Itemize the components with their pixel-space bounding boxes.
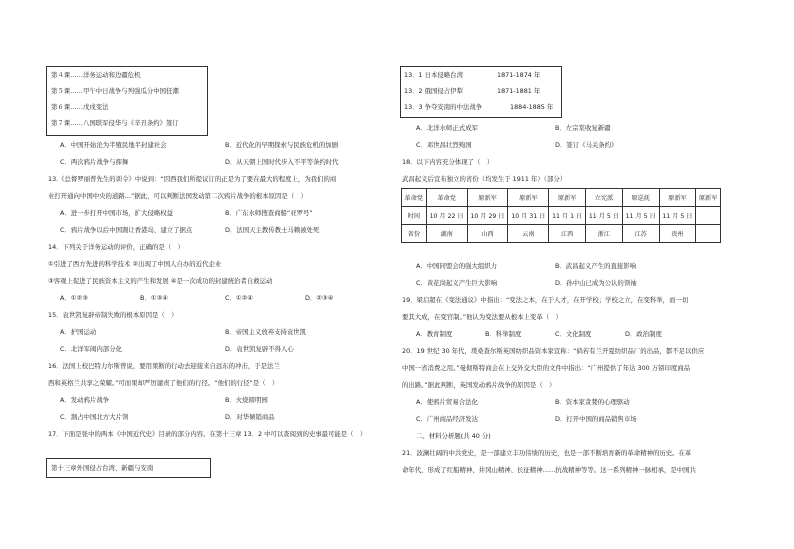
q13-option-d: D．法国天主教传教士马赖被处死	[225, 226, 320, 234]
table-cell: 云南	[508, 225, 549, 243]
q14-option-d: D．②③④	[305, 294, 334, 302]
q17-stem: 17．下面是张中的两本《中国近代史》目录的部分内容。在第十三章 13．2 中可以查阅到的史事最可能是（ ）	[48, 430, 367, 438]
table-row	[402, 225, 721, 243]
q12-option-d: D．从天朝上国时代步入不平等条约时代	[225, 158, 339, 166]
table-cell: 原新军	[659, 189, 696, 207]
table-cell: 原新军	[508, 189, 549, 207]
q17-option-c: C．邓世昌壮烈殉国	[416, 141, 472, 149]
table-cell: 湖南	[426, 225, 467, 243]
table-cell: 10 月 31 日	[508, 207, 549, 225]
q20-option-c: C．广州商品经济发达	[416, 415, 478, 423]
q18-stem: 18．以下内容充分体现了（ ）	[402, 158, 494, 166]
q21-stem: 21．波澜壮阔的中共党史，是一部建立丰功伟绩的历史，也是一部不断培育新的革命精神的历史。在革	[402, 449, 692, 457]
q16-option-c: C．割占中国北方大片领	[60, 413, 129, 421]
q19-option-c: C．文化制度	[555, 330, 592, 338]
q19-stem: 19．梁启超在《变法通议》中指出：“变法之本，在于人才，在开学校；学校之立，在变科举，而一切	[402, 296, 689, 304]
table-cell: 时间	[402, 207, 427, 225]
q14-option-a: A．①②③	[60, 294, 88, 302]
table-cell: 11 月 1 日	[549, 207, 586, 225]
q18-option-c: C．黄花岗起义产生巨大影响	[416, 279, 498, 287]
q13-option-a: A．进一步打开中国市场，扩大侵略权益	[60, 209, 174, 217]
table-cell: 11 月 5 日	[659, 207, 696, 225]
q13-option-c: C．鸦片战争以后中国割让香港岛，建立了据点	[60, 226, 193, 234]
syllabus-line: 第６课……戊戌变法	[51, 103, 109, 111]
table-cell: 原新军	[549, 189, 586, 207]
table-row	[402, 189, 721, 207]
table-caption: 武昌起义后宣布独立的省份（均发生于 1911 年）（部分）	[402, 175, 567, 183]
q14-items: ①引进了西方先进的科学技术 ②出现了中国人自办的近代企业	[48, 260, 222, 268]
chapter-title: 第十三章外国侵占台湾、新疆与安南	[51, 464, 154, 472]
table-row	[402, 207, 721, 225]
q20-stem: 中国一省消费之用。”曼彻斯特商会在上交外交大臣的文件中指出：“广州提供了年达 300 万镑印度商品	[402, 364, 691, 372]
q16-option-a: A．发动鸦片战争	[60, 396, 110, 404]
q14-option-c: C．①②④	[225, 294, 254, 302]
section-title: 13．1 日本侵略台湾	[404, 71, 463, 79]
q21-stem: 命年代，形成了红船精神、井冈山精神、长征精神……抗战精神等等。这一系列精神一脉相承，是中国共	[402, 466, 696, 474]
q15-option-c: C．北洋军阀内部分化	[60, 345, 122, 353]
section-heading: 二、材料分析题(共 40 分)	[416, 432, 491, 440]
q16-stem: 16．法国上校巴特力尔斯曾说，要用果断的行动去迎接来自远东的冲击，于是法兰	[48, 362, 280, 370]
q15-option-b: B．帝国主义放弃支持袁世凯	[225, 328, 307, 336]
table-cell: 省份	[402, 225, 427, 243]
q20-option-d: D．打开中国的商品销售市场	[555, 415, 637, 423]
q16-option-b: B．火烧圆明园	[225, 396, 268, 404]
q17-option-b: B．左宗棠收复新疆	[555, 124, 611, 132]
q20-option-a: A．使鸦片贸易合法化	[416, 398, 478, 406]
table-cell: 山西	[467, 225, 508, 243]
table-cell	[696, 225, 721, 243]
q13-option-b: B．广东水师搜查商船“亚罗号”	[225, 209, 313, 217]
table-cell: 原巡抚	[622, 189, 659, 207]
q18-option-a: A．中国同盟会的强大组织力	[416, 262, 498, 270]
q17-option-d: D．签订《马关条约》	[555, 141, 618, 149]
table-cell: 原新军	[467, 189, 508, 207]
section-years: 1871-1881 年	[497, 87, 541, 95]
q19-option-a: A．教育制度	[416, 330, 453, 338]
table-cell: 10 月 22 日	[426, 207, 467, 225]
q20-stem: 的出路。”据此判断，英国发动鸦片战争的原因是（ ）	[402, 381, 556, 389]
table-cell: 江西	[549, 225, 586, 243]
q16-stem: 西和英格兰共享之荣耀。”可而果却严厉谴责了他们的行径。“他们的行径”是（ ）	[48, 379, 279, 387]
q14-option-b: B．①③④	[140, 294, 168, 302]
q19-option-b: B．科举制度	[485, 330, 522, 338]
table-cell: 革命党	[402, 189, 427, 207]
q19-option-d: D．政治制度	[625, 330, 662, 338]
q14-items: ③客观上促进了民族资本主义的产生和发展 ④是一次成功的封建统治者自救运动	[48, 277, 273, 285]
section-title: 13．3 争夺安南的中法战争	[404, 103, 483, 111]
table-cell: 11 月 5 日	[622, 207, 659, 225]
syllabus-line: 第５课……甲午中日战争与列强瓜分中国狂潮	[51, 87, 179, 95]
table-cell: 11 月 5 日	[586, 207, 623, 225]
table-cell: 10 月 29 日	[467, 207, 508, 225]
q15-stem: 15．袁世凯复辟帝制失败的根本原因是（ ）	[48, 311, 178, 319]
q19-stem: 要其大成，在变官制。”他认为变法要从根本上变革（ ）	[402, 313, 562, 321]
q20-stem: 20．19 世纪 30 年代，璞桑查尔斯英国纺织品资本家宣称：“倘若有兰开夏纺织品厂的出品，都不足以供应	[402, 347, 705, 355]
table-cell	[696, 207, 721, 225]
q18-option-b: B．武昌起义产生的直接影响	[555, 262, 637, 270]
independence-table	[401, 188, 721, 243]
table-cell: 贵州	[659, 225, 696, 243]
section-title: 13．2 俄国侵占伊犁	[404, 87, 463, 95]
q20-option-b: B．资本家贪婪的心理驱动	[555, 398, 630, 406]
syllabus-line: 第４课……洋务运动和边疆危机	[51, 71, 141, 79]
q15-option-d: D．袁世凯复辟不得人心	[225, 345, 294, 353]
table-cell: 江苏	[622, 225, 659, 243]
table-cell: 浙江	[586, 225, 623, 243]
q12-option-b: B．近代化的早期探索与民族危机的加剧	[225, 141, 339, 149]
q17-option-a: A．北洋水师正式成军	[416, 124, 478, 132]
syllabus-line: 第７课……八国联军侵华与《辛丑条约》签订	[51, 119, 179, 127]
q13-stem: 13.《总督罗丽普先生的训令》中说到：“因西我们所提议订的正是为了要在最大的程度上，为我们的商	[48, 175, 337, 183]
q18-option-d: D．孙中山已成为公认的领袖	[555, 279, 637, 287]
q12-option-c: C．两次鸦片战争与挥舞	[60, 158, 129, 166]
section-years: 1884-1885 年	[510, 103, 554, 111]
q12-option-a: A．中国开始沦为半殖民地半封建社会	[60, 141, 167, 149]
table-cell: 原新军	[696, 189, 721, 207]
q16-option-d: D．对华倾销商品	[225, 413, 275, 421]
q13-stem: 业打开通向中国中央的道路…”据此，可以判断法国发动第二次鸦片战争的根本原因是（ ）	[48, 192, 307, 200]
q15-option-a: A．护国运动	[60, 328, 97, 336]
table-cell: 立宪派	[586, 189, 623, 207]
table-cell: 革命党	[426, 189, 467, 207]
section-years: 1871-1874 年	[497, 71, 541, 79]
q14-stem: 14．下列关于洋务运动的评价，正确的是（ ）	[48, 243, 184, 251]
